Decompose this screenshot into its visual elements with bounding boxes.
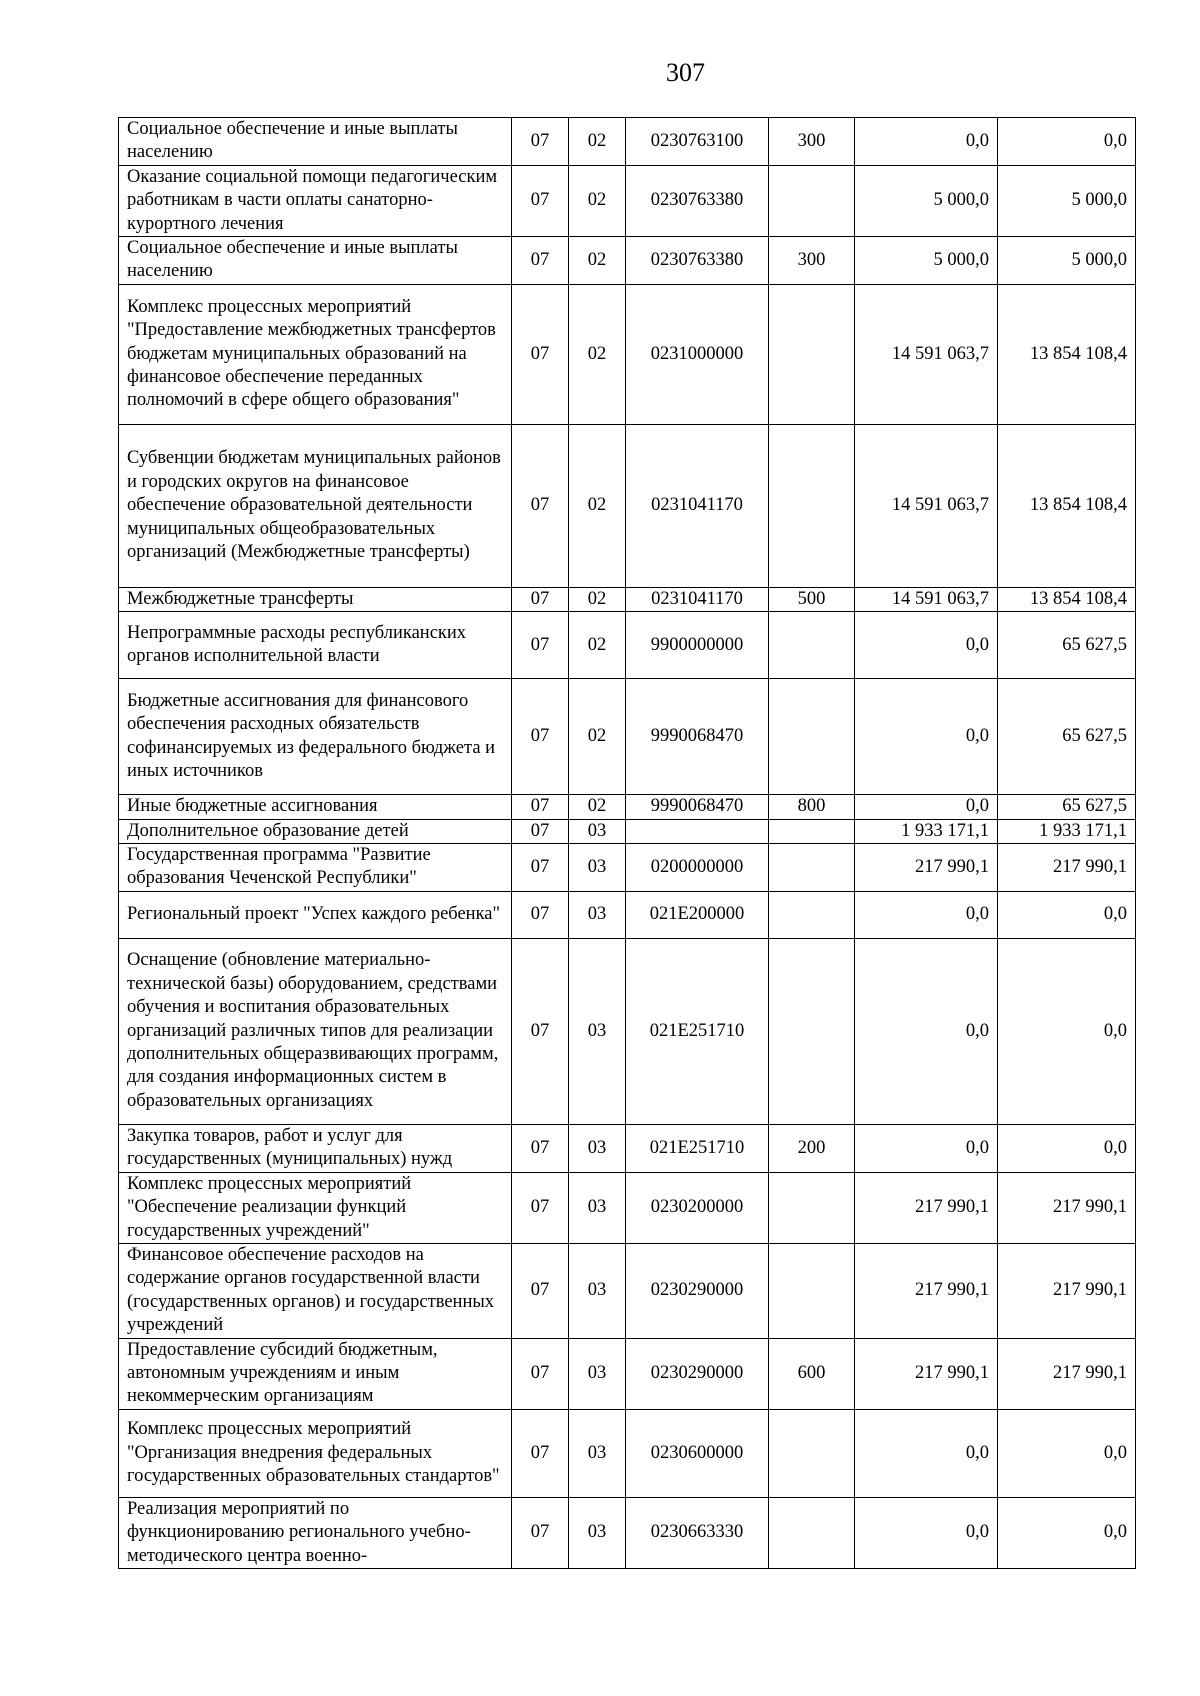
row-target-article: 021Е251710 [626,938,769,1124]
table-row [119,1243,1136,1338]
row-subsection: 02 [569,165,626,236]
row-amount-2: 217 990,1 [998,1172,1136,1243]
row-amount-2: 217 990,1 [998,844,1136,892]
row-expense-type [769,844,855,892]
row-name: Комплекс процессных мероприятий "Организация внедрения федеральных государственных образовательных стандартов" [119,1409,512,1497]
row-section: 07 [512,1409,569,1497]
row-name: Дополнительное образование детей [119,819,512,843]
row-amount-1: 1 933 171,1 [855,819,998,843]
table-row [119,165,1136,236]
row-name: Комплекс процессных мероприятий "Предоставление межбюджетных трансфертов бюджетам муниципальных образований на финансовое обеспечение переданных полномочий в сфере общего образования" [119,284,512,424]
row-subsection: 02 [569,237,626,285]
row-expense-type [769,938,855,1124]
row-target-article: 0230600000 [626,1409,769,1497]
row-amount-2: 13 854 108,4 [998,587,1136,611]
row-amount-1: 217 990,1 [855,1243,998,1338]
row-expense-type: 200 [769,1124,855,1172]
row-amount-2: 0,0 [998,891,1136,938]
row-expense-type: 300 [769,118,855,166]
table-row [119,284,1136,424]
row-amount-1: 0,0 [855,679,998,795]
row-subsection: 02 [569,587,626,611]
row-name: Финансовое обеспечение расходов на содержание органов государственной власти (государственных органов) и государственных учреждений [119,1243,512,1338]
row-amount-2: 217 990,1 [998,1243,1136,1338]
row-section: 07 [512,237,569,285]
table-row [119,1409,1136,1497]
row-section: 07 [512,1497,569,1568]
row-name: Социальное обеспечение и иные выплаты населению [119,118,512,166]
row-target-article: 0230763380 [626,165,769,236]
row-amount-1: 5 000,0 [855,237,998,285]
row-expense-type [769,679,855,795]
row-amount-1: 0,0 [855,1497,998,1568]
row-expense-type [769,424,855,587]
row-expense-type [769,165,855,236]
row-subsection: 03 [569,891,626,938]
row-name: Государственная программа "Развитие образования Чеченской Республики" [119,844,512,892]
row-expense-type [769,1243,855,1338]
row-amount-2: 65 627,5 [998,795,1136,819]
row-section: 07 [512,424,569,587]
row-expense-type [769,1497,855,1568]
table-row [119,424,1136,587]
table-body [119,118,1136,1569]
row-section: 07 [512,165,569,236]
table-row [119,1338,1136,1409]
row-name: Предоставление субсидий бюджетным, автономным учреждениям и иным некоммерческим организациям [119,1338,512,1409]
row-subsection: 03 [569,819,626,843]
table-row [119,1124,1136,1172]
row-subsection: 03 [569,1124,626,1172]
row-section: 07 [512,1338,569,1409]
table-row [119,1497,1136,1568]
row-section: 07 [512,1172,569,1243]
row-name: Комплекс процессных мероприятий "Обеспечение реализации функций государственных учреждений" [119,1172,512,1243]
row-subsection: 02 [569,612,626,679]
row-expense-type [769,284,855,424]
row-subsection: 02 [569,679,626,795]
row-section: 07 [512,587,569,611]
row-amount-1: 14 591 063,7 [855,424,998,587]
row-amount-2: 65 627,5 [998,612,1136,679]
budget-table [118,117,1136,1569]
table-row [119,938,1136,1124]
row-section: 07 [512,819,569,843]
row-target-article: 9990068470 [626,795,769,819]
row-target-article: 0230763100 [626,118,769,166]
row-target-article: 021Е251710 [626,1124,769,1172]
row-name: Реализация мероприятий по функционированию регионального учебно-методического центра военно- [119,1497,512,1568]
table-row [119,1172,1136,1243]
row-subsection: 02 [569,284,626,424]
row-target-article: 0230663330 [626,1497,769,1568]
row-name: Закупка товаров, работ и услуг для государственных (муниципальных) нужд [119,1124,512,1172]
row-amount-1: 5 000,0 [855,165,998,236]
row-section: 07 [512,891,569,938]
row-name: Оказание социальной помощи педагогическим работникам в части оплаты санаторно-курортного лечения [119,165,512,236]
row-amount-2: 13 854 108,4 [998,424,1136,587]
row-amount-2: 0,0 [998,938,1136,1124]
row-amount-2: 65 627,5 [998,679,1136,795]
row-amount-1: 0,0 [855,795,998,819]
row-expense-type [769,1409,855,1497]
row-target-article: 9900000000 [626,612,769,679]
row-section: 07 [512,612,569,679]
row-amount-1: 14 591 063,7 [855,284,998,424]
row-name: Социальное обеспечение и иные выплаты населению [119,237,512,285]
row-amount-2: 0,0 [998,1497,1136,1568]
row-section: 07 [512,118,569,166]
row-target-article: 0231041170 [626,424,769,587]
table-row [119,587,1136,611]
row-amount-2: 0,0 [998,1409,1136,1497]
table-row [119,795,1136,819]
row-target-article: 9990068470 [626,679,769,795]
row-section: 07 [512,1243,569,1338]
row-name: Иные бюджетные ассигнования [119,795,512,819]
row-amount-1: 0,0 [855,612,998,679]
row-section: 07 [512,679,569,795]
row-amount-1: 0,0 [855,118,998,166]
row-name: Непрограммные расходы республиканских органов исполнительной власти [119,612,512,679]
row-name: Оснащение (обновление материально-технической базы) оборудованием, средствами обучения и воспитания образовательных организаций различных типов для реализации дополнительных общеразвивающих программ, для создания информационных систем в образовательных организациях [119,938,512,1124]
row-amount-2: 0,0 [998,118,1136,166]
table-row [119,612,1136,679]
row-name: Межбюджетные трансферты [119,587,512,611]
row-amount-2: 1 933 171,1 [998,819,1136,843]
row-expense-type: 600 [769,1338,855,1409]
table-row [119,819,1136,843]
row-name: Региональный проект "Успех каждого ребенка" [119,891,512,938]
row-section: 07 [512,1124,569,1172]
row-amount-1: 217 990,1 [855,844,998,892]
row-subsection: 03 [569,1338,626,1409]
row-target-article: 0230763380 [626,237,769,285]
row-amount-1: 0,0 [855,938,998,1124]
row-target-article: 0200000000 [626,844,769,892]
row-subsection: 02 [569,795,626,819]
table-row [119,679,1136,795]
row-amount-2: 5 000,0 [998,237,1136,285]
row-subsection: 03 [569,1497,626,1568]
row-amount-1: 217 990,1 [855,1172,998,1243]
table-row [119,118,1136,166]
row-target-article: 0230290000 [626,1338,769,1409]
row-name: Субвенции бюджетам муниципальных районов и городских округов на финансовое обеспечение образовательной деятельности муниципальных общеобразовательных организаций (Межбюджетные трансферты) [119,424,512,587]
row-amount-1: 0,0 [855,1409,998,1497]
row-subsection: 03 [569,1409,626,1497]
row-expense-type [769,891,855,938]
row-subsection: 02 [569,118,626,166]
row-amount-1: 217 990,1 [855,1338,998,1409]
row-amount-1: 0,0 [855,1124,998,1172]
row-name: Бюджетные ассигнования для финансового обеспечения расходных обязательств софинансируемых из федерального бюджета и иных источников [119,679,512,795]
row-subsection: 03 [569,1243,626,1338]
row-amount-2: 5 000,0 [998,165,1136,236]
table-row [119,237,1136,285]
table-row [119,844,1136,892]
row-subsection: 03 [569,938,626,1124]
row-section: 07 [512,938,569,1124]
row-expense-type: 800 [769,795,855,819]
row-expense-type [769,819,855,843]
row-section: 07 [512,844,569,892]
row-target-article: 0231041170 [626,587,769,611]
row-amount-2: 217 990,1 [998,1338,1136,1409]
row-section: 07 [512,284,569,424]
row-subsection: 03 [569,1172,626,1243]
row-section: 07 [512,795,569,819]
page-number: 307 [666,58,705,87]
row-subsection: 02 [569,424,626,587]
row-amount-2: 13 854 108,4 [998,284,1136,424]
row-target-article: 021Е200000 [626,891,769,938]
row-target-article [626,819,769,843]
row-amount-2: 0,0 [998,1124,1136,1172]
row-expense-type [769,612,855,679]
row-amount-1: 14 591 063,7 [855,587,998,611]
row-target-article: 0230200000 [626,1172,769,1243]
row-target-article: 0231000000 [626,284,769,424]
table-row [119,891,1136,938]
row-expense-type [769,1172,855,1243]
row-subsection: 03 [569,844,626,892]
row-expense-type: 300 [769,237,855,285]
row-amount-1: 0,0 [855,891,998,938]
row-expense-type: 500 [769,587,855,611]
row-target-article: 0230290000 [626,1243,769,1338]
